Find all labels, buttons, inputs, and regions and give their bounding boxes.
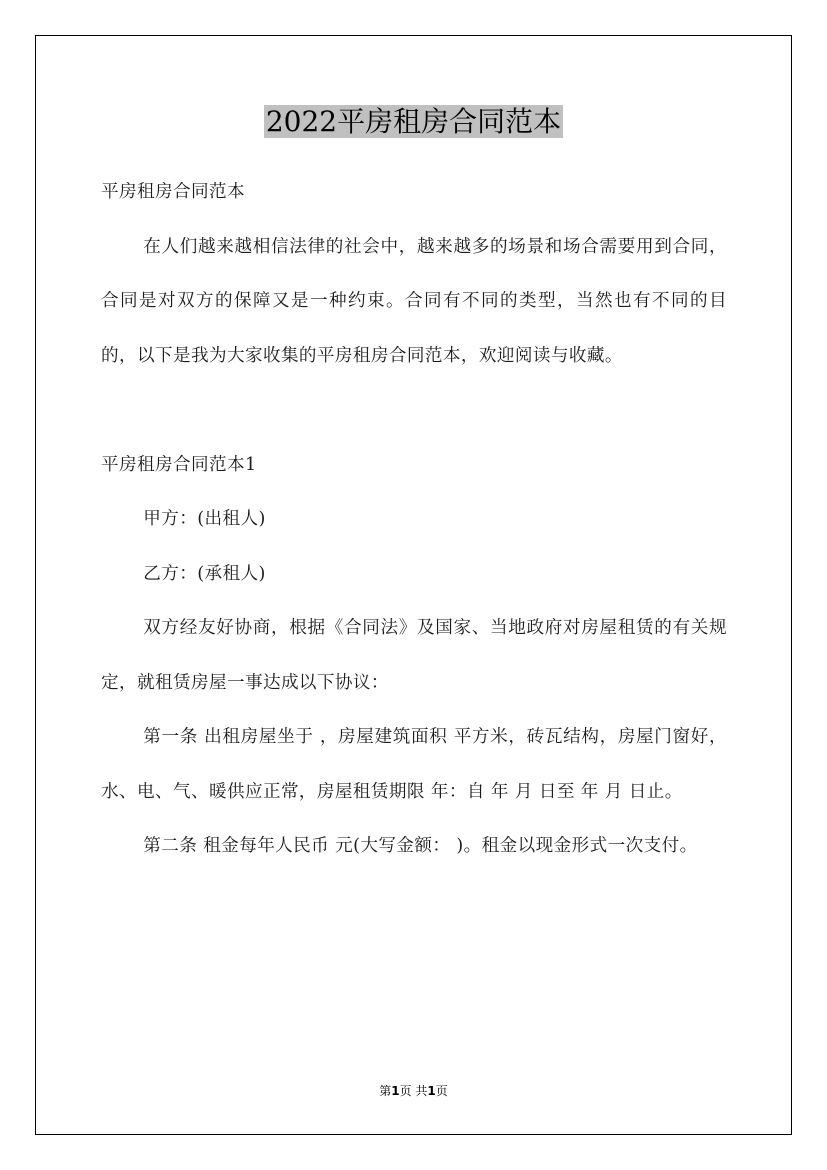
party-a-paragraph: 甲方：(出租人) <box>143 509 266 529</box>
footer-page-end: 页 <box>435 1084 448 1098</box>
subtitle-paragraph: 平房租房合同范本 <box>101 182 245 202</box>
section-heading: 平房租房合同范本1 <box>101 454 257 475</box>
article-2-paragraph: 第二条 租金每年人民币 元(大写金额： )。租金以现金形式一次支付。 <box>143 836 698 856</box>
intro-paragraph: 在人们越来越相信法律的社会中，越来越多的场景和场合需要用到合同，合同是对双方的保障又是一种约束。合同有不同的类型，当然也有不同的目的，以下是我为大家收集的平房租房合同范本，欢迎阅读与收藏。 <box>101 236 727 366</box>
blank-line <box>101 383 727 438</box>
footer-page-prefix: 第 <box>379 1084 392 1098</box>
footer-page-suffix: 页 共 <box>399 1084 428 1098</box>
document-body <box>101 165 727 874</box>
footer-page-current: 1 <box>391 1084 400 1098</box>
footer-page-total: 1 <box>427 1084 436 1098</box>
party-b-paragraph: 乙方：(承租人) <box>143 563 266 584</box>
page-footer <box>0 1082 827 1099</box>
document-title <box>0 100 827 144</box>
article-1-paragraph: 第一条 出租房屋坐于 ，房屋建筑面积 平方米，砖瓦结构，房屋门窗好，水、电、气、暖供应正常，房屋租赁期限 年：自 年 月 日至 年 月 日止。 <box>101 727 727 802</box>
title-text: 2022平房租房合同范本 <box>265 105 562 138</box>
agreement-paragraph: 双方经友好协商，根据《合同法》及国家、当地政府对房屋租赁的有关规定，就租赁房屋一事达成以下协议： <box>101 618 727 693</box>
